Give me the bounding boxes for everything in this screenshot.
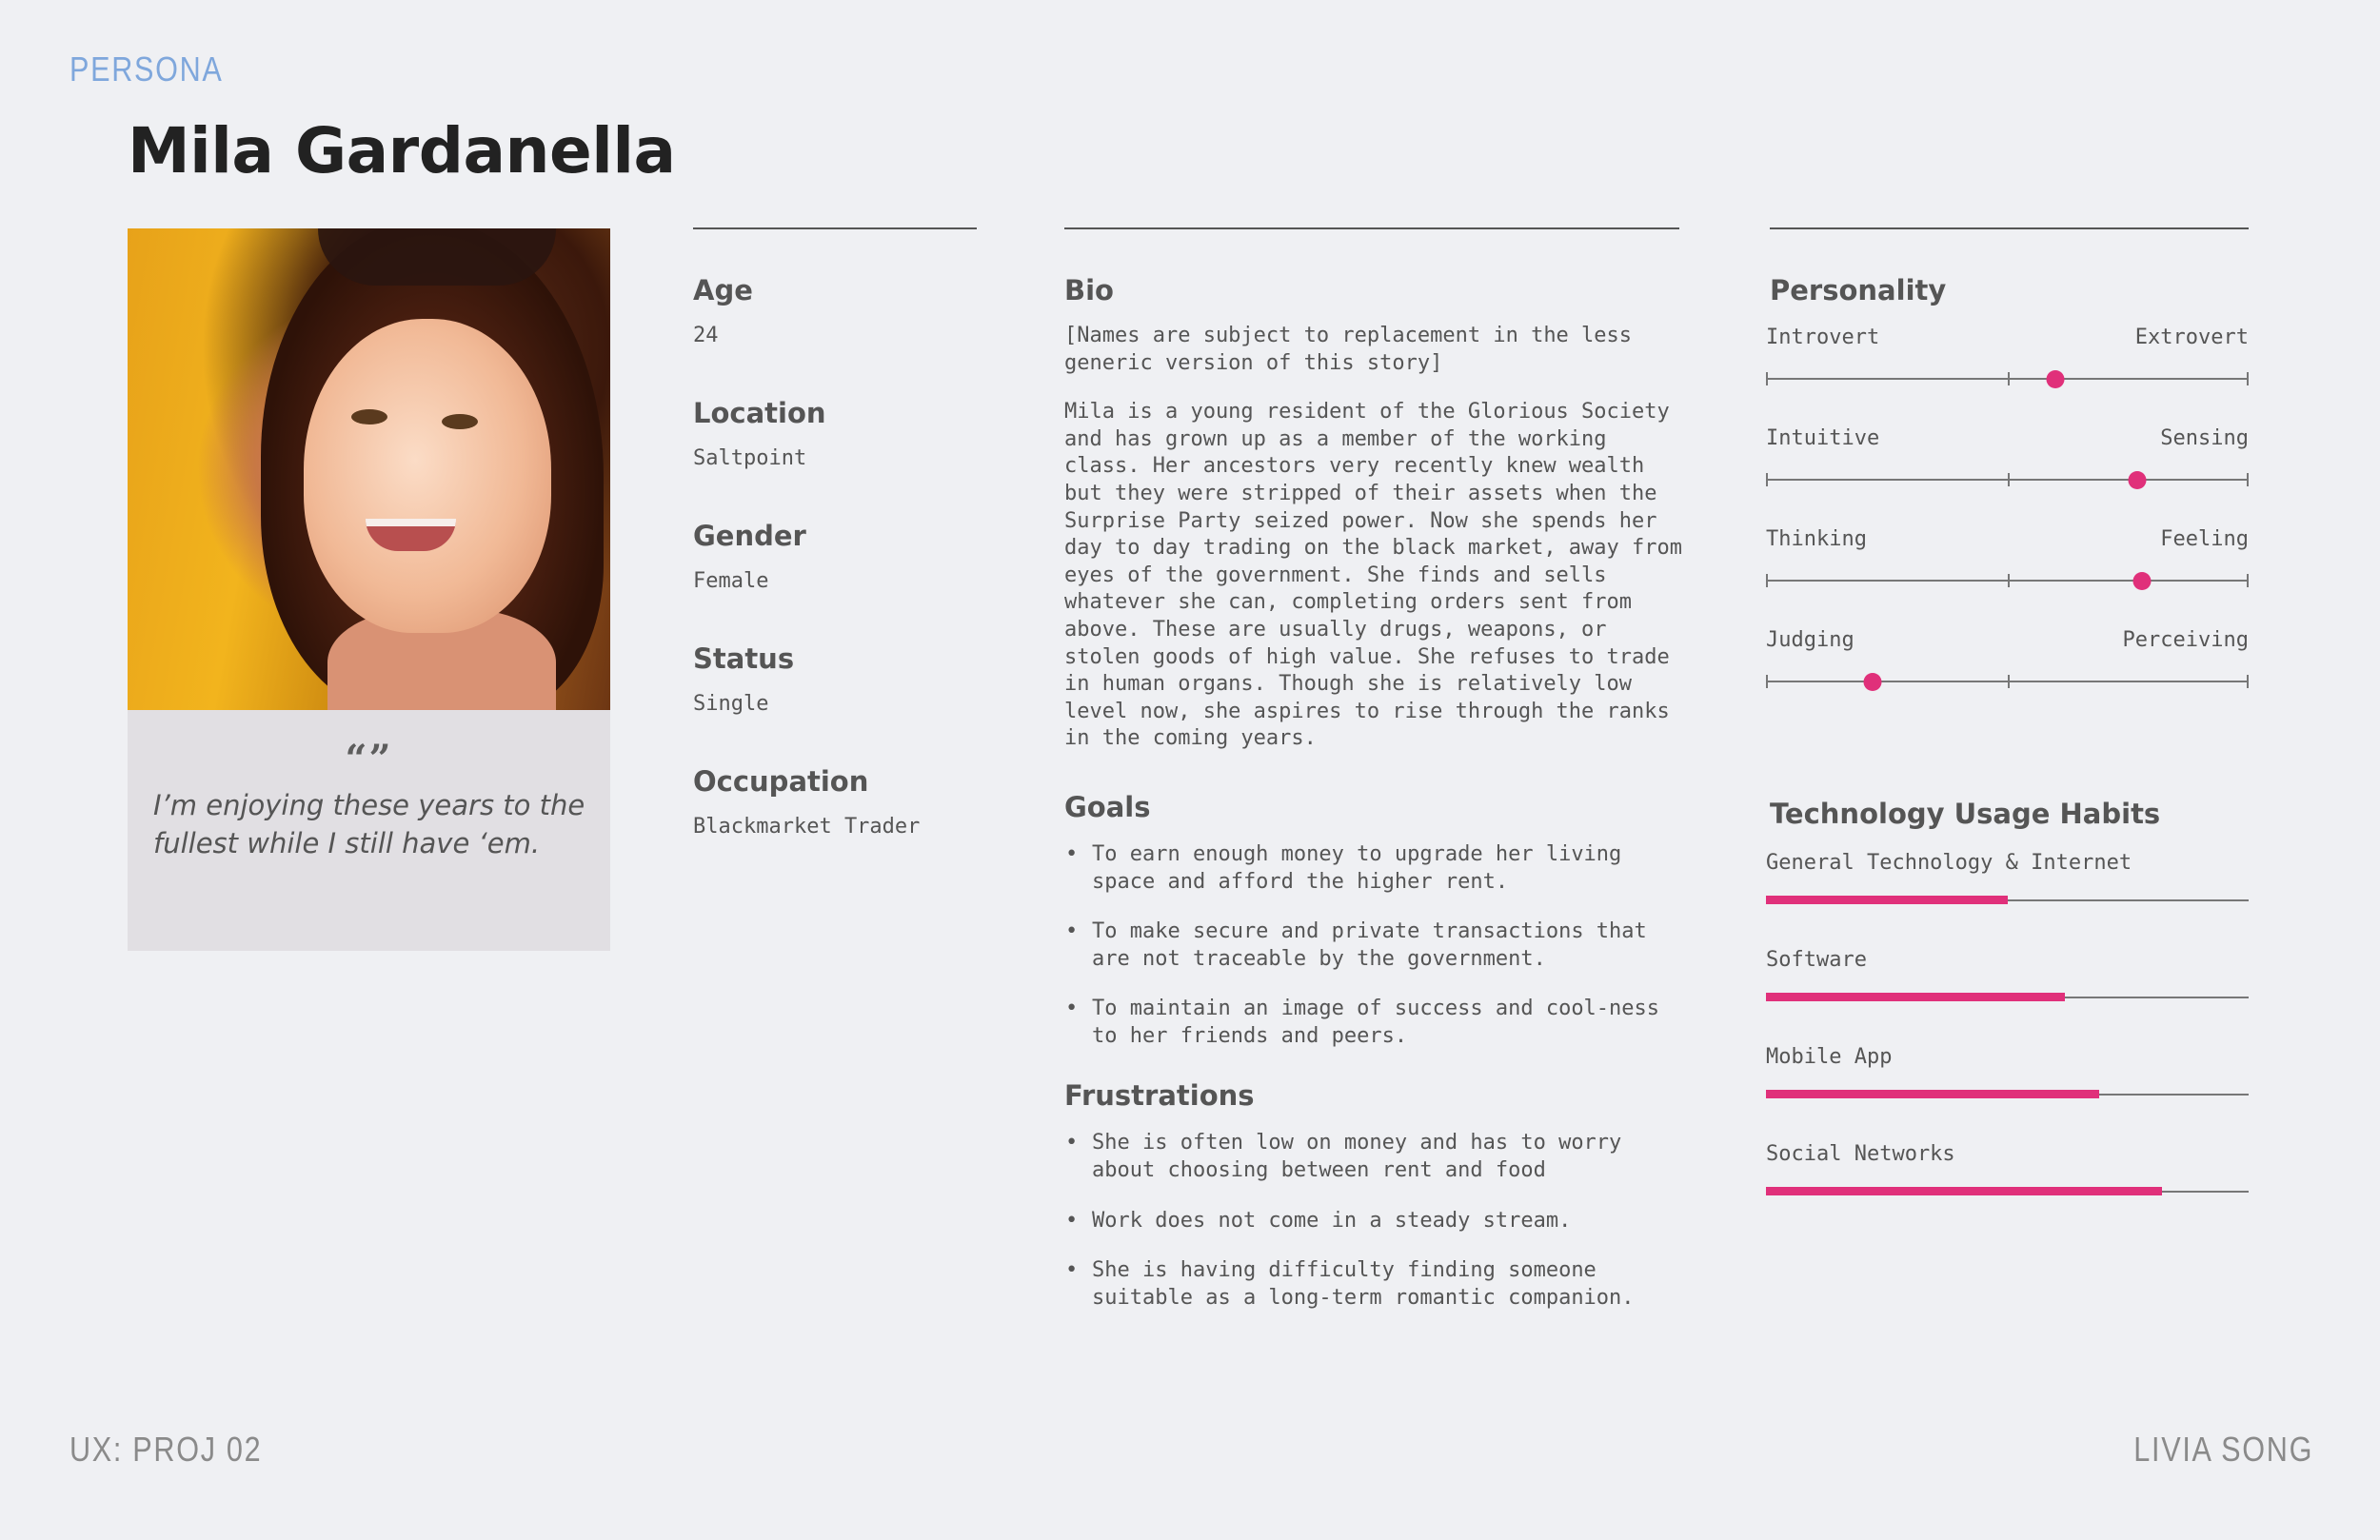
list-item: • Work does not come in a steady stream.	[1064, 1208, 1683, 1235]
usage-bar-fill	[1766, 993, 2065, 1001]
goals-heading: Goals	[1064, 790, 1151, 823]
bio-note: [Names are subject to replacement in the less generic version of this story]	[1064, 324, 1633, 375]
technology-heading: Technology Usage Habits	[1770, 798, 2161, 830]
personality-slider	[1766, 372, 2249, 385]
usage-bar	[1766, 993, 2249, 1001]
divider	[1770, 227, 2249, 229]
bio-heading: Bio	[1064, 274, 1114, 306]
technology-label: Software	[1766, 948, 1867, 972]
technology-item	[1766, 948, 2249, 1001]
technology-label: Mobile App	[1766, 1045, 1893, 1069]
field-label: Location	[693, 397, 826, 429]
personality-slider	[1766, 675, 2249, 688]
usage-bar	[1766, 896, 2249, 904]
field-value: Blackmarket Trader	[693, 815, 921, 839]
slider-marker	[1863, 673, 1881, 691]
field-value: Saltpoint	[693, 446, 807, 470]
usage-bar-fill	[1766, 1090, 2099, 1098]
field-value: 24	[693, 324, 719, 347]
quote-card	[128, 710, 610, 951]
personality-column	[1766, 274, 2249, 688]
field-label: Gender	[693, 520, 806, 552]
technology-label: Social Networks	[1766, 1142, 1955, 1166]
trait-right-label: Sensing	[2160, 426, 2249, 450]
persona-photo	[128, 228, 610, 710]
field-label: Age	[693, 274, 753, 306]
slider-marker	[2129, 471, 2147, 489]
quote-mark-icon: “”	[345, 737, 393, 781]
technology-item	[1766, 1142, 2249, 1195]
frustrations-heading: Frustrations	[1064, 1079, 1255, 1113]
trait-right-label: Extrovert	[2134, 326, 2249, 349]
list-item: • She is having difficulty finding someone suitable as a long-term romantic companion.	[1064, 1257, 1683, 1312]
quote-text: I’m enjoying these years to the fullest while I still have ‘em.	[153, 789, 585, 859]
field-age	[693, 274, 753, 347]
field-occupation	[693, 765, 920, 839]
list-item: • To earn enough money to upgrade her living space and afford the higher rent.	[1064, 841, 1683, 896]
technology-column	[1766, 798, 2249, 1195]
personality-scale	[1766, 426, 2249, 486]
personality-scale	[1766, 527, 2249, 587]
trait-left-label: Judging	[1766, 628, 1854, 652]
footer-project: UX: PROJ 02	[69, 1430, 263, 1469]
trait-left-label: Introvert	[1766, 326, 1880, 349]
list-item: • She is often low on money and has to worry about choosing between rent and food	[1064, 1130, 1683, 1184]
slider-marker	[2133, 572, 2152, 590]
technology-label: General Technology & Internet	[1766, 851, 2132, 875]
personality-slider	[1766, 473, 2249, 486]
field-label: Occupation	[693, 765, 869, 798]
usage-bar-fill	[1766, 1187, 2162, 1195]
usage-bar	[1766, 1090, 2249, 1098]
frustrations-list	[1064, 1130, 1683, 1312]
field-label: Status	[693, 642, 795, 675]
persona-name: Mila Gardanella	[128, 114, 676, 188]
personality-slider	[1766, 574, 2249, 587]
trait-left-label: Intuitive	[1766, 426, 1880, 450]
field-gender	[693, 520, 806, 593]
personality-heading: Personality	[1770, 274, 1947, 306]
divider	[1064, 227, 1679, 229]
goals-list	[1064, 841, 1683, 1051]
trait-right-label: Perceiving	[2122, 628, 2249, 652]
personality-scale	[1766, 628, 2249, 688]
trait-left-label: Thinking	[1766, 527, 1867, 551]
page-label: PERSONA	[69, 49, 224, 89]
field-location	[693, 397, 826, 470]
field-value: Single	[693, 692, 769, 716]
technology-item	[1766, 1045, 2249, 1098]
list-item: • To maintain an image of success and cool-ness to her friends and peers.	[1064, 996, 1683, 1050]
bio-column	[1064, 274, 1683, 1334]
bio-body: Mila is a young resident of the Glorious Society and has grown up as a member of the working class. Her ancestors very recently knew wealth but they were stripped of their assets when the Surprise Party seized power. Now she spends her day to day trading on the black market, away from eyes of the government. She finds and sells whatever she can, completing orders sent from above. These are usually drugs, weapons, or stolen goods of high value. She refuses to trade in human organs. Though she is relatively low level now, she aspires to rise through the ranks in the coming years.	[1064, 400, 1683, 751]
list-item: • To make secure and private transactions that are not traceable by the government.	[1064, 918, 1683, 973]
usage-bar	[1766, 1187, 2249, 1195]
technology-item	[1766, 851, 2249, 904]
usage-bar-fill	[1766, 896, 2008, 904]
personality-scale	[1766, 326, 2249, 385]
footer-author: LIVIA SONG	[2133, 1430, 2313, 1469]
trait-right-label: Feeling	[2160, 527, 2249, 551]
field-value: Female	[693, 569, 769, 593]
divider	[693, 227, 977, 229]
slider-marker	[2047, 370, 2065, 388]
field-status	[693, 642, 794, 716]
